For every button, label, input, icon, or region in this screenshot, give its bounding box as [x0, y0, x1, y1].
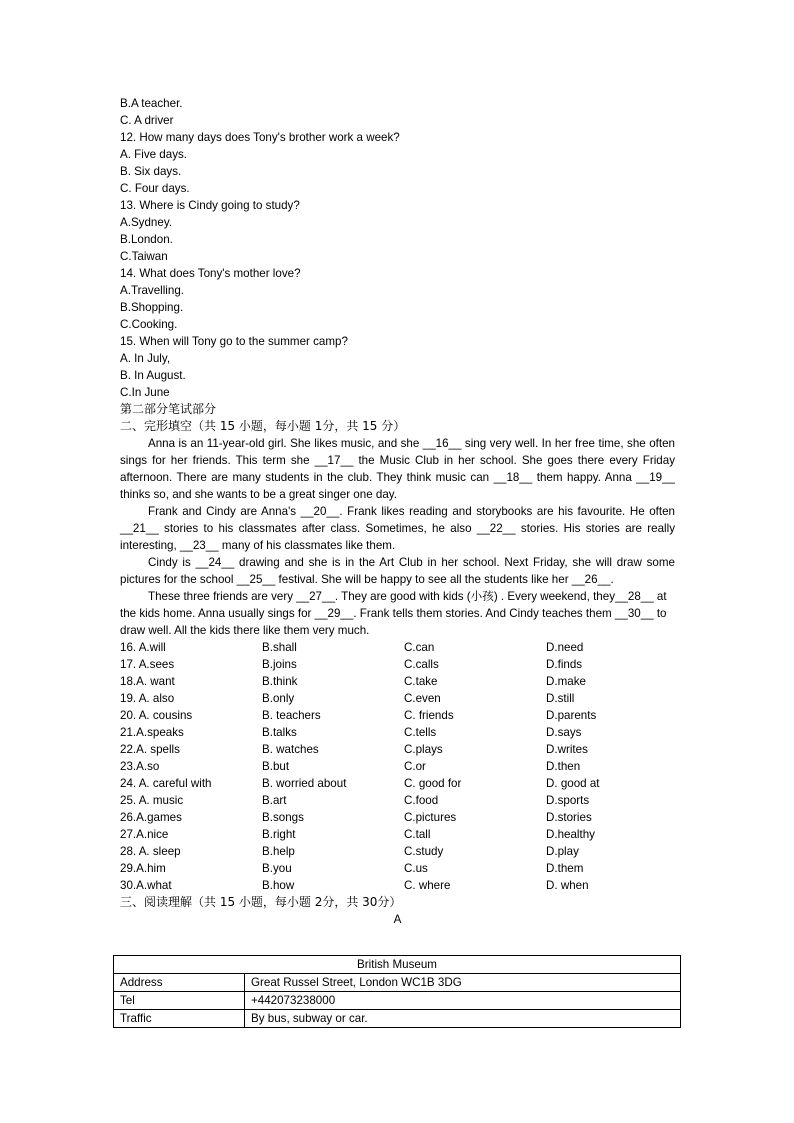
option-choice: 17. A.sees	[120, 658, 175, 671]
question-line: B.Shopping.	[120, 301, 184, 314]
option-choice: C.us	[404, 862, 428, 875]
question-line: B. Six days.	[120, 165, 182, 178]
part2-title: 第二部分笔试部分	[120, 402, 217, 416]
option-row	[120, 843, 675, 860]
option-choice: D. good at	[546, 777, 600, 790]
section3-title: 三、阅读理解（共 15 小题，每小题 2分，共 30分）	[120, 895, 402, 909]
option-choice: C.study	[404, 845, 444, 858]
table-row	[114, 992, 681, 1010]
option-row	[120, 656, 675, 673]
option-choice: 19. A. also	[120, 692, 175, 705]
question-line: A.Travelling.	[120, 284, 185, 297]
option-choice: C.pictures	[404, 811, 457, 824]
listening-questions	[120, 95, 675, 401]
option-choice: 24. A. careful with	[120, 777, 212, 790]
option-choice: 28. A. sleep	[120, 845, 181, 858]
option-choice: 21.A.speaks	[120, 726, 184, 739]
museum-info-table	[113, 955, 681, 1028]
option-row	[120, 826, 675, 843]
paragraph: Cindy is __24__ drawing and she is in the Art Club in her school. Next Friday, she will draw some pictures for the school __25__ festival. She will be happy to see all the students like her __26__.	[120, 556, 675, 586]
passage-label: A	[393, 913, 402, 926]
option-choice: D.make	[546, 675, 586, 688]
question-line: A. In July,	[120, 352, 171, 365]
option-choice: D.play	[546, 845, 579, 858]
option-choice: 29.A.him	[120, 862, 166, 875]
cloze-options	[120, 639, 675, 894]
option-row	[120, 775, 675, 792]
option-choice: D.healthy	[546, 828, 595, 841]
option-row	[120, 724, 675, 741]
cloze-passage	[120, 435, 675, 639]
option-row	[120, 639, 675, 656]
question-line: 14. What does Tony's mother love?	[120, 267, 301, 280]
question-line: C. Four days.	[120, 182, 190, 195]
option-row	[120, 877, 675, 894]
option-choice: C. where	[404, 879, 451, 892]
option-choice: D.says	[546, 726, 582, 739]
option-choice: C.even	[404, 692, 441, 705]
option-choice: C. friends	[404, 709, 454, 722]
table-key: Address	[114, 974, 245, 992]
option-choice: C.plays	[404, 743, 443, 756]
option-choice: 16. A.will	[120, 641, 166, 654]
table-value: +442073238000	[245, 992, 681, 1010]
table-row	[114, 1010, 681, 1028]
option-choice: 25. A. music	[120, 794, 184, 807]
option-choice: B.songs	[262, 811, 304, 824]
option-choice: C.take	[404, 675, 438, 688]
option-choice: 23.A.so	[120, 760, 160, 773]
question-line: B.London.	[120, 233, 173, 246]
option-choice: C.or	[404, 760, 426, 773]
option-choice: B.help	[262, 845, 295, 858]
option-choice: 26.A.games	[120, 811, 182, 824]
question-line: 15. When will Tony go to the summer camp?	[120, 335, 348, 348]
question-line: A. Five days.	[120, 148, 188, 161]
option-row	[120, 690, 675, 707]
paragraph: Anna is an 11-year-old girl. She likes music, and she __16__ sing very well. In her free time, she often sings for her friends. This term she __17__ the Music Club in her school. She goes there every Friday afternoon. There are many students in the club. They think music can __18__ them happy. Anna __19__ thinks so, and she wants to be a great singer one day.	[120, 437, 675, 501]
option-choice: C. good for	[404, 777, 462, 790]
option-choice: D.finds	[546, 658, 583, 671]
option-choice: B.shall	[262, 641, 297, 654]
paragraph: Frank and Cindy are Anna's __20__. Frank likes reading and storybooks are his favourite. He often __21__ stories to his classmates after class. Sometimes, he also __22__ stories. His stories are really interesting, __23__ many of his classmates like them.	[120, 505, 675, 552]
question-line: 13. Where is Cindy going to study?	[120, 199, 300, 212]
question-line: 12. How many days does Tony's brother work a week?	[120, 131, 400, 144]
option-row	[120, 860, 675, 877]
question-line: C.Taiwan	[120, 250, 168, 263]
option-row	[120, 792, 675, 809]
option-choice: 18.A. want	[120, 675, 175, 688]
option-choice: B. watches	[262, 743, 319, 756]
question-line: A.Sydney.	[120, 216, 172, 229]
option-choice: B.how	[262, 879, 295, 892]
option-choice: C.calls	[404, 658, 439, 671]
exam-page	[120, 95, 675, 928]
option-choice: B. worried about	[262, 777, 347, 790]
option-choice: B.you	[262, 862, 292, 875]
option-choice: 30.A.what	[120, 879, 172, 892]
option-choice: B.but	[262, 760, 290, 773]
option-choice: D.sports	[546, 794, 590, 807]
option-choice: B.art	[262, 794, 287, 807]
option-choice: B.only	[262, 692, 295, 705]
table-row	[114, 974, 681, 992]
option-choice: C.can	[404, 641, 435, 654]
option-choice: D.need	[546, 641, 584, 654]
option-choice: 20. A. cousins	[120, 709, 193, 722]
question-line: B. In August.	[120, 369, 186, 382]
option-choice: C.tells	[404, 726, 437, 739]
option-choice: 27.A.nice	[120, 828, 169, 841]
option-row	[120, 809, 675, 826]
option-choice: B.think	[262, 675, 298, 688]
option-choice: B. teachers	[262, 709, 321, 722]
table-key: Traffic	[114, 1010, 245, 1028]
option-choice: C.tall	[404, 828, 431, 841]
option-choice: B.right	[262, 828, 296, 841]
option-choice: B.joins	[262, 658, 297, 671]
table-key: Tel	[114, 992, 245, 1010]
question-line: C.In June	[120, 386, 170, 399]
table-value: By bus, subway or car.	[245, 1010, 681, 1028]
table-title: British Museum	[114, 956, 681, 974]
question-line: C. A driver	[120, 114, 174, 127]
table-value: Great Russel Street, London WC1B 3DG	[245, 974, 681, 992]
option-choice: D.still	[546, 692, 575, 705]
option-choice: D.parents	[546, 709, 597, 722]
option-row	[120, 758, 675, 775]
paragraph: These three friends are very __27__. They are good with kids (小孩) . Every weekend, they__28__ at the kids home. Anna usually sings for __29__. Frank tells them stories. And Cindy teaches them __30__ to draw well. All the kids there like them very much.	[120, 590, 667, 637]
option-choice: D.them	[546, 862, 584, 875]
option-row	[120, 707, 675, 724]
option-row	[120, 741, 675, 758]
question-line: C.Cooking.	[120, 318, 178, 331]
option-row	[120, 673, 675, 690]
option-choice: 22.A. spells	[120, 743, 180, 756]
option-choice: D.writes	[546, 743, 588, 756]
question-line: B.A teacher.	[120, 97, 183, 110]
option-choice: D.then	[546, 760, 581, 773]
option-choice: D.stories	[546, 811, 592, 824]
option-choice: B.talks	[262, 726, 297, 739]
option-choice: D. when	[546, 879, 589, 892]
option-choice: C.food	[404, 794, 439, 807]
section2-title: 二、完形填空（共 15 小题，每小题 1分，共 15 分）	[120, 419, 406, 433]
